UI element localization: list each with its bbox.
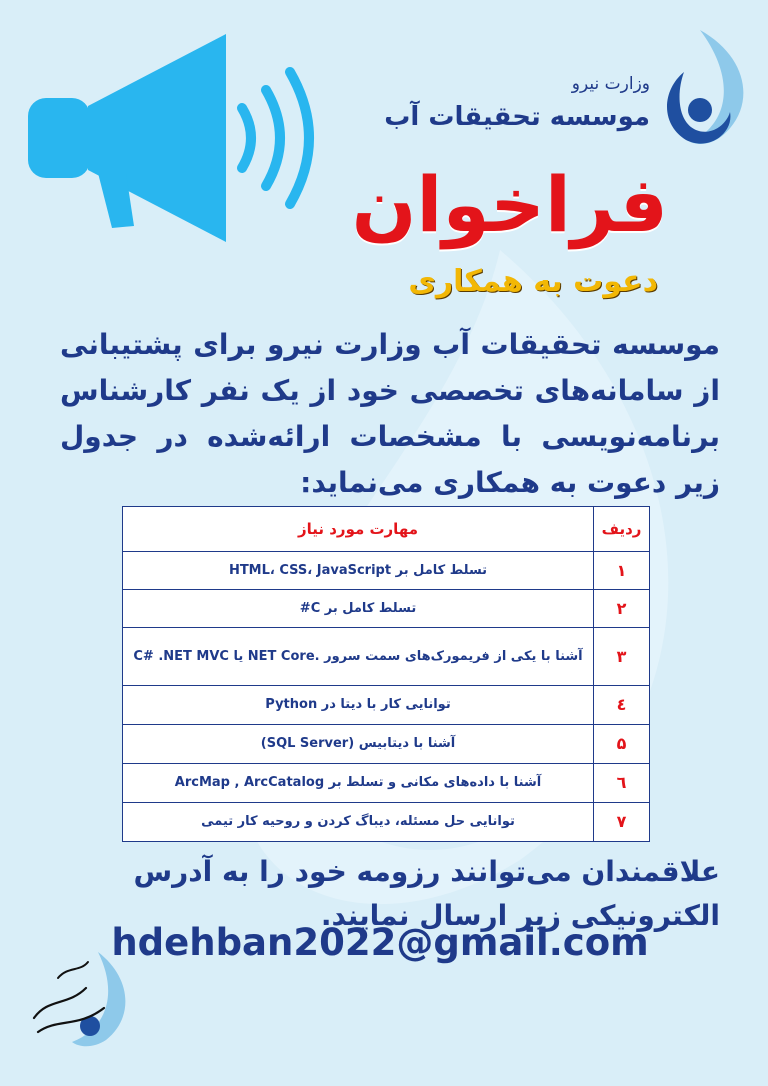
table-header-row <box>123 507 650 552</box>
page-title: فراخوان <box>351 160 668 249</box>
row-number: ۷ <box>594 803 650 842</box>
row-number: ٦ <box>594 764 650 803</box>
water-drop-logo <box>660 28 752 148</box>
row-skill: توانایی حل مسئله، دیباگ کردن و روحیه کار تیمی <box>123 803 594 842</box>
institute-name: موسسه تحقیقات آب <box>384 102 650 132</box>
row-skill: آشنا با داده‌های مکانی و تسلط بر ArcMap , ArcCatalog <box>123 764 594 803</box>
table-row <box>123 725 650 764</box>
row-skill: آشنا با دیتابیس (SQL Server) <box>123 725 594 764</box>
row-number: ۵ <box>594 725 650 764</box>
call-to-action: علاقمندان می‌توانند رزومه خود را به آدرس الکترونیکی زیر ارسال نمایند. <box>133 855 720 932</box>
table-row <box>123 552 650 590</box>
row-skill: آشنا با یکی از فریمورک‌های سمت سرور .NET Core یا C# .NET MVC <box>123 628 594 686</box>
table-row <box>123 628 650 686</box>
row-skill: تسلط کامل بر HTML، CSS، JavaScript <box>123 552 594 590</box>
table-row <box>123 686 650 725</box>
megaphone-icon <box>28 28 338 258</box>
table-row <box>123 764 650 803</box>
public-relations-logo <box>28 948 136 1048</box>
row-number: ۱ <box>594 552 650 590</box>
ministry-name: وزارت نیرو <box>571 74 650 94</box>
row-number: ۳ <box>594 628 650 686</box>
header-skill: مهارت مورد نیاز <box>123 507 594 552</box>
row-skill: توانایی کار با دیتا در Python <box>123 686 594 725</box>
skills-table <box>122 506 650 842</box>
row-skill: تسلط کامل بر C# <box>123 590 594 628</box>
row-number: ۲ <box>594 590 650 628</box>
contact-email[interactable]: hdehban2022@gmail.com <box>111 921 649 964</box>
header-row-number: ردیف <box>594 507 650 552</box>
intro-paragraph: موسسه تحقیقات آب وزارت نیرو برای پشتیبانی از سامانه‌های تخصصی خود از یک نفر کارشناس برنامه‌نویسی با مشخصات ارائه‌شده در جدول زیر دعوت به همکاری می‌نماید: <box>60 328 720 499</box>
table-row <box>123 803 650 842</box>
page-subtitle: دعوت به همکاری <box>408 264 658 299</box>
row-number: ٤ <box>594 686 650 725</box>
table-row <box>123 590 650 628</box>
